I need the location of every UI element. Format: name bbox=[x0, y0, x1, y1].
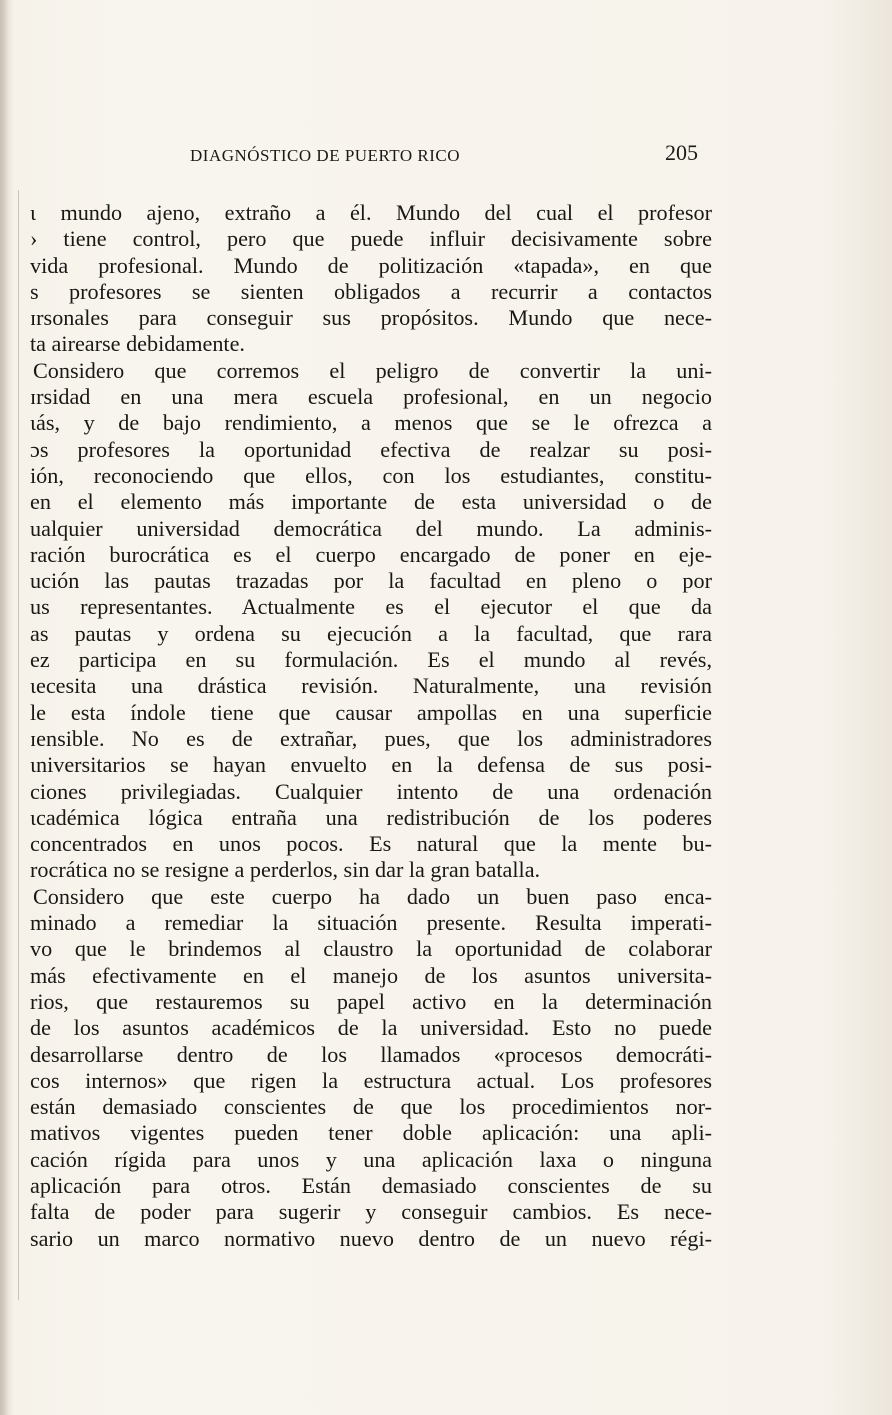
text-line: ιcadémica lógica entraña una redistribución de los poderes bbox=[30, 804, 712, 830]
text-line: sario un marco normativo nuevo dentro de un nuevo régi- bbox=[30, 1225, 712, 1251]
text-line: concentrados en unos pocos. Es natural que la mente bu- bbox=[30, 831, 712, 857]
text-line: de los asuntos académicos de la universidad. Esto no puede bbox=[30, 1015, 712, 1041]
gutter-edge bbox=[18, 190, 19, 1300]
text-line: ez participa en su formulación. Es el mundo al revés, bbox=[30, 647, 712, 673]
page-header bbox=[0, 140, 892, 172]
text-line: ɪensible. No es de extrañar, pues, que los administradores bbox=[30, 725, 712, 751]
text-line: cación rígida para unos y una aplicación laxa o ninguna bbox=[30, 1146, 712, 1172]
text-line: ución las pautas trazadas por la facultad en pleno o por bbox=[30, 568, 712, 594]
text-line: mativos vigentes pueden tener doble aplicación: una apli- bbox=[30, 1120, 712, 1146]
text-line: minado a remediar la situación presente. Resulta imperati- bbox=[30, 910, 712, 936]
text-line: vida profesional. Mundo de politización «tapada», en que bbox=[30, 252, 712, 278]
text-line: ι mundo ajeno, extraño a él. Mundo del cual el profesor bbox=[30, 200, 712, 225]
text-line: están demasiado conscientes de que los procedimientos nor- bbox=[30, 1094, 712, 1120]
text-line: ιniversitarios se hayan envuelto en la defensa de sus posi- bbox=[30, 752, 712, 778]
text-line: ión, reconociendo que ellos, con los estudiantes, constitu- bbox=[30, 462, 712, 488]
running-head: DIAGNÓSTICO DE PUERTO RICO bbox=[190, 146, 460, 165]
text-line: más efectivamente en el manejo de los asuntos universita- bbox=[30, 962, 712, 988]
text-line: ración burocrática es el cuerpo encargado de poner en eje- bbox=[30, 541, 712, 567]
body-text bbox=[30, 200, 712, 1252]
text-line: ɪrsonales para conseguir sus propósitos. Mundo que nece- bbox=[30, 305, 712, 331]
text-line: vo que le brindemos al claustro la oportunidad de colaborar bbox=[30, 936, 712, 962]
text-line: rios, que restauremos su papel activo en la determinación bbox=[30, 988, 712, 1014]
text-line: ιecesita una drástica revisión. Naturalmente, una revisión bbox=[30, 673, 712, 699]
text-line: ɔs profesores la oportunidad efectiva de realzar su posi- bbox=[30, 436, 712, 462]
text-line: ιás, y de bajo rendimiento, a menos que se le ofrezca a bbox=[30, 410, 712, 436]
text-line: ɪrsidad en una mera escuela profesional, en un negocio bbox=[30, 384, 712, 410]
text-line: en el elemento más importante de esta universidad o de bbox=[30, 489, 712, 515]
text-line: s profesores se sienten obligados a recurrir a contactos bbox=[30, 278, 712, 304]
text-line: aplicación para otros. Están demasiado conscientes de su bbox=[30, 1172, 712, 1198]
text-line: cos internos» que rigen la estructura actual. Los profesores bbox=[30, 1067, 712, 1093]
text-line: as pautas y ordena su ejecución a la facultad, que rara bbox=[30, 620, 712, 646]
text-line: Considero que corremos el peligro de convertir la uni- bbox=[33, 357, 712, 383]
text-line: falta de poder para sugerir y conseguir cambios. Es nece- bbox=[30, 1199, 712, 1225]
text-line: ualquier universidad democrática del mundo. La adminis- bbox=[30, 515, 712, 541]
page-number: 205 bbox=[665, 140, 698, 165]
text-line: ta airearse debidamente. bbox=[30, 331, 245, 357]
text-line: › tiene control, pero que puede influir decisivamente sobre bbox=[30, 226, 712, 252]
text-line: Considero que este cuerpo ha dado un buen paso enca- bbox=[33, 883, 712, 909]
text-line: le esta índole tiene que causar ampollas en una superficie bbox=[30, 699, 712, 725]
text-line: us representantes. Actualmente es el ejecutor el que da bbox=[30, 594, 712, 620]
text-line: ciones privilegiadas. Cualquier intento de una ordenación bbox=[30, 778, 712, 804]
binding-shadow bbox=[0, 0, 8, 1415]
text-line: rocrática no se resigne a perderlos, sin dar la gran batalla. bbox=[30, 857, 541, 883]
text-line: desarrollarse dentro de los llamados «procesos democráti- bbox=[30, 1041, 712, 1067]
